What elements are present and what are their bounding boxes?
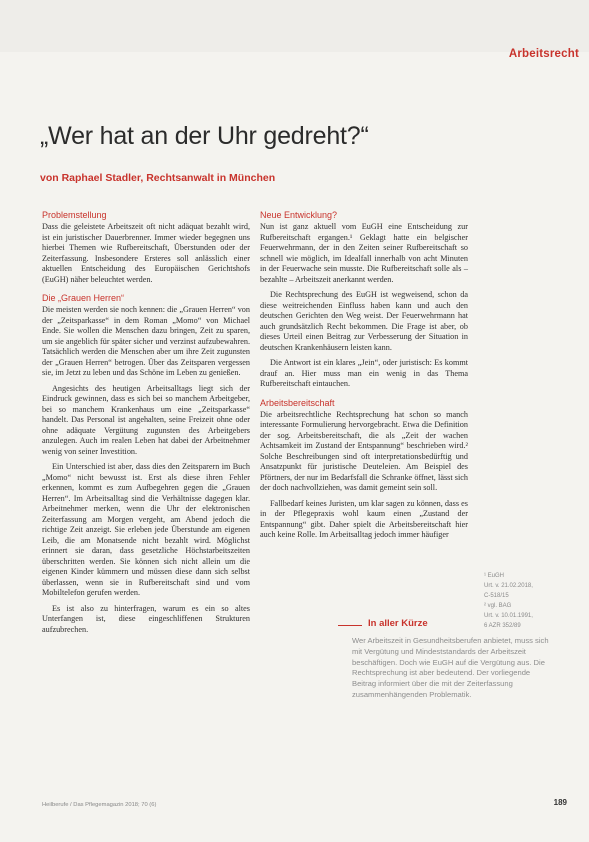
summary-title: In aller Kürze (368, 618, 428, 629)
footnote-line: C-518/15 (484, 593, 509, 599)
section-heading: Neue Entwicklung? (260, 210, 338, 220)
summary-header (352, 618, 550, 632)
footnote-line: ² vgl. BAG (484, 603, 512, 609)
header-band (0, 0, 589, 52)
paragraph: Dass die geleistete Arbeitszeit oft nicht adäquat bezahlt wird, ist ein juristischer Dauerbrenner. Immer wieder begegnen uns hierbei Themen wie Rufbereitschaft, Überstunden oder der Zeiterfassung. Insbesondere Ersteres soll anlässlich einer aktuellen Entscheidung des Europäischen Gerichtshofs (EuGH) näher beleuchtet werden. (42, 222, 250, 284)
article-title: „Wer hat an der Uhr gedreht?“ (40, 122, 369, 150)
page-number: 189 (553, 798, 567, 807)
paragraph: Es ist also zu hinterfragen, warum es ein so altes Unterfangen ist, diese eingeschliffenen Strukturen aufzubrechen. (42, 603, 250, 634)
section-tag: Arbeitsrecht (508, 48, 579, 60)
summary-text: Wer Arbeitszeit in Gesundheitsberufen anbietet, muss sich mit Vergütung und Mindeststandards der Arbeitszeit beschäftigen. Doch wie EuGH auf die Vergütung aus. Die Rechtsprechung ist aber bedeutend. Der vorliegende Beitrag informiert über die mit der Zeiterfassung zusammenhängenden Problematik. (352, 636, 549, 699)
footnote-line: Urt. v. 21.02.2018, (484, 583, 533, 589)
paragraph: Fallbedarf keines Juristen, um klar sagen zu können, dass es in der Pflegepraxis wohl kaum einen „Zustand der Entspannung“ gibt. Daher spielt die Arbeitsbereitschaft hier auch keine Rolle. Im Arbeitsalltag jedoch immer häufiger (260, 498, 468, 539)
paragraph: Angesichts des heutigen Arbeitsalltags liegt sich der Eindruck gewinnen, dass es sich bei so manchem Arbeitgeber, bei so manchem Krankenhaus um eine „Zeitsparkasse“ handelt. Das Personal ist angehalten, seine Freizeit ohne oder ohne adäquate Vergütung zugunsten des Arbeitgebers anzulegen. Auch im realen Leben hat dabei der Arbeitnehmer wenig von seiner Investition. (42, 383, 250, 456)
article-byline: von Raphael Stadler, Rechtsanwalt in München (40, 172, 276, 184)
footnote-line: ¹ EuGH (484, 573, 505, 579)
paragraph: Ein Unterschied ist aber, dass dies den Zeitsparern im Buch „Momo“ nicht bewusst ist. Erst als diese ihren Fehler erkennen, kommt es zum Aufbegehren gegen die „Grauen Herren“. Im Arbeitsalltag sind die Verhältnisse dagegen klar. Arbeitnehmer merken, wenn die Uhr der elektronischen Zeiterfassung am Morgen vergeht, am Abend jedoch die richtige Zeit anzeigt. Sie erleben jede Überstunde am eigenen Leib, die am Monatsende nicht bezahlt wird. Möglichst erinnert sie daran, dass gesetzliche Höchstarbeitszeiten überschritten werden. Sie können sich nicht allein um die eigenen Kinder kümmern und müssen diese dann sich selbst überlassen, wenn sie in Rufbereitschaft sind und vom Mobiltelefon gerufen werden. (42, 462, 250, 597)
summary-rule (338, 625, 362, 626)
paragraph: Nun ist ganz aktuell vom EuGH eine Entscheidung zur Rufbereitschaft ergangen.¹ Geklagt hatte ein belgischer Feuerwehrmann, der in den Zeiten seiner Rufbereitschaft so schnell wie möglich, im Idealfall innerhalb von acht Minuten in der Feuerwache sein musste. Die Rufbereitschaft solle als – bezahlte – Arbeitszeit anerkannt werden. (260, 222, 468, 284)
paragraph: Die meisten werden sie noch kennen: die „Grauen Herren“ von der „Zeitsparkasse“ in dem Roman „Momo“ von Michael Ende. Sie wollen die Menschen dazu bringen, Zeit zu sparen, um sie angeblich für später sicher und verzinst aufzubewahren. Tatsächlich werden die Menschen aber um ihre Zeit zugunsten der „Grauen Herren“ betrogen. Über das Zeitsparen vergessen sie, im Jetzt zu leben und das Schöne im Leben zu genießen. (42, 305, 250, 377)
paragraph: Die arbeitsrechtliche Rechtsprechung hat schon so manch interessante Formulierung hervorgebracht. Etwa die Definition der sog. Arbeitsbereitschaft, die als „Zeit der wachen Achtsamkeit im Zustand der Entspannung“ beschrieben wird.² Solche Beschreibungen sind oft interpretationsbedürftig und Ansatzpunkt für juristische Deuteleien. Am Beispiel des Pförtners, der nur im Bedarfsfall die Schranke öffnet, lässt sich der doch nachvollziehen, was damit gemeint sein soll. (260, 409, 468, 492)
section-heading: Problemstellung (42, 210, 107, 220)
section-heading: Arbeitsbereitschaft (260, 397, 335, 408)
paragraph: Die Antwort ist ein klares „Jein“, oder juristisch: Es kommt drauf an. Hier muss man ein wenig in das Thema Rufbereitschaft eintauchen. (260, 358, 468, 388)
footnote-line: Urt. v. 10.01.1991, (484, 613, 533, 619)
footer-journal: Heilberufe / Das Pflegemagazin 2018; 70 (6) (42, 802, 157, 808)
summary-box (352, 618, 550, 701)
article-column-right (260, 210, 468, 546)
paragraph: Die Rechtsprechung des EuGH ist wegweisend, schon da diese weitreichenden Einfluss haben kann und auch den deutschen Gerichten den Weg weist. Der Feuerwehrmann hat auch grundsätzlich Recht bekommen. Die Frage ist aber, ob dieses Urteil einen Beitrag zur Verbesserung der Situation in deutschen Krankenhäusern leisten kann. (260, 290, 468, 352)
footnote-line: 6 AZR 352/89 (484, 623, 521, 629)
section-heading: Die „Grauen Herren“ (42, 293, 125, 303)
article-column-left (42, 210, 250, 640)
